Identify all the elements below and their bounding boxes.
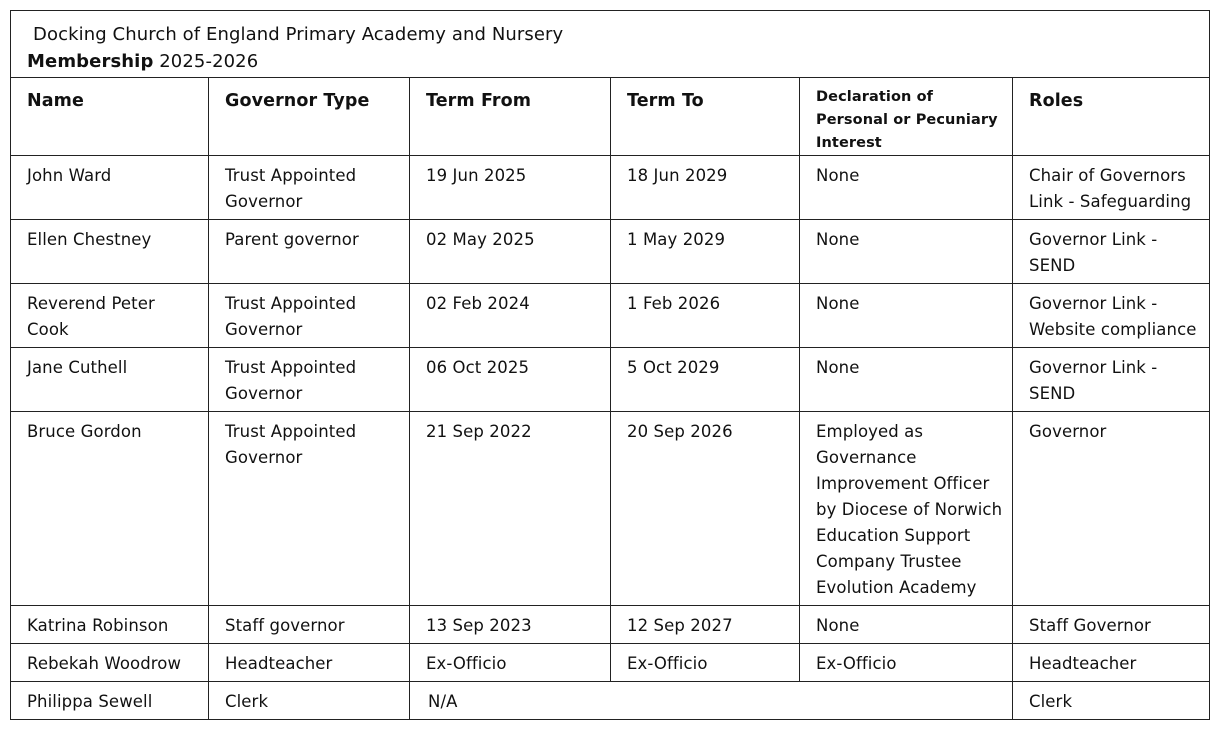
cell-term-to: 18 Jun 2029 (611, 156, 800, 220)
cell-roles: Staff Governor (1013, 606, 1210, 644)
table-row (11, 348, 1210, 412)
cell-declaration: None (800, 284, 1013, 348)
table-row (11, 220, 1210, 284)
cell-term-from: 21 Sep 2022 (410, 412, 611, 606)
header-name: Name (11, 78, 209, 156)
cell-roles: Chair of Governors Link - Safeguarding (1013, 156, 1210, 220)
cell-name: Katrina Robinson (11, 606, 209, 644)
cell-term-from: 19 Jun 2025 (410, 156, 611, 220)
membership-table (10, 10, 1210, 720)
table-row (11, 606, 1210, 644)
cell-name: Ellen Chestney (11, 220, 209, 284)
cell-term-to: Ex-Officio (611, 644, 800, 682)
cell-term-from: 06 Oct 2025 (410, 348, 611, 412)
cell-term-from: 02 May 2025 (410, 220, 611, 284)
subtitle-year: 2025-2026 (153, 51, 259, 72)
cell-term-to: 5 Oct 2029 (611, 348, 800, 412)
cell-term-to: 12 Sep 2027 (611, 606, 800, 644)
cell-roles: Governor Link - SEND (1013, 220, 1210, 284)
cell-name: Reverend Peter Cook (11, 284, 209, 348)
cell-declaration: None (800, 606, 1013, 644)
header-roles: Roles (1013, 78, 1210, 156)
header-declaration: Declaration of Personal or Pecuniary Interest (800, 78, 1013, 156)
cell-term-to: 1 May 2029 (611, 220, 800, 284)
table-row (11, 644, 1210, 682)
cell-declaration: None (800, 220, 1013, 284)
cell-roles: Governor Link - SEND (1013, 348, 1210, 412)
cell-governor-type: Trust Appointed Governor (209, 284, 410, 348)
cell-name: Jane Cuthell (11, 348, 209, 412)
cell-declaration: Employed as Governance Improvement Officer by Diocese of Norwich Education Support Company Trustee Evolution Academy (800, 412, 1013, 606)
header-governor-type: Governor Type (209, 78, 410, 156)
membership-document (10, 10, 1209, 720)
table-body (11, 156, 1210, 720)
cell-declaration: None (800, 348, 1013, 412)
cell-governor-type: Parent governor (209, 220, 410, 284)
document-title: Docking Church of England Primary Academy and Nursery (33, 24, 564, 45)
cell-term-from: 13 Sep 2023 (410, 606, 611, 644)
header-term-from: Term From (410, 78, 611, 156)
cell-declaration: Ex-Officio (800, 644, 1013, 682)
table-row (11, 156, 1210, 220)
cell-governor-type: Staff governor (209, 606, 410, 644)
cell-term-to: 1 Feb 2026 (611, 284, 800, 348)
cell-name: Philippa Sewell (11, 682, 209, 720)
table-row-clerk (11, 682, 1210, 720)
cell-governor-type: Trust Appointed Governor (209, 156, 410, 220)
cell-governor-type: Clerk (209, 682, 410, 720)
cell-roles: Governor Link - Website compliance (1013, 284, 1210, 348)
cell-roles: Headteacher (1013, 644, 1210, 682)
cell-name: Rebekah Woodrow (11, 644, 209, 682)
cell-term-to: 20 Sep 2026 (611, 412, 800, 606)
header-row (11, 78, 1210, 156)
document-subtitle (27, 48, 1193, 75)
cell-roles: Clerk (1013, 682, 1210, 720)
header-term-to: Term To (611, 78, 800, 156)
title-cell (11, 11, 1210, 78)
cell-governor-type: Trust Appointed Governor (209, 348, 410, 412)
subtitle-bold: Membership (27, 51, 154, 72)
cell-name: Bruce Gordon (11, 412, 209, 606)
cell-term-from: 02 Feb 2024 (410, 284, 611, 348)
table-row (11, 284, 1210, 348)
cell-governor-type: Headteacher (209, 644, 410, 682)
cell-governor-type: Trust Appointed Governor (209, 412, 410, 606)
cell-roles: Governor (1013, 412, 1210, 606)
cell-name: John Ward (11, 156, 209, 220)
table-row (11, 412, 1210, 606)
cell-term-merged: N/A (410, 682, 1013, 720)
title-row (11, 11, 1210, 78)
cell-term-from: Ex-Officio (410, 644, 611, 682)
cell-declaration: None (800, 156, 1013, 220)
